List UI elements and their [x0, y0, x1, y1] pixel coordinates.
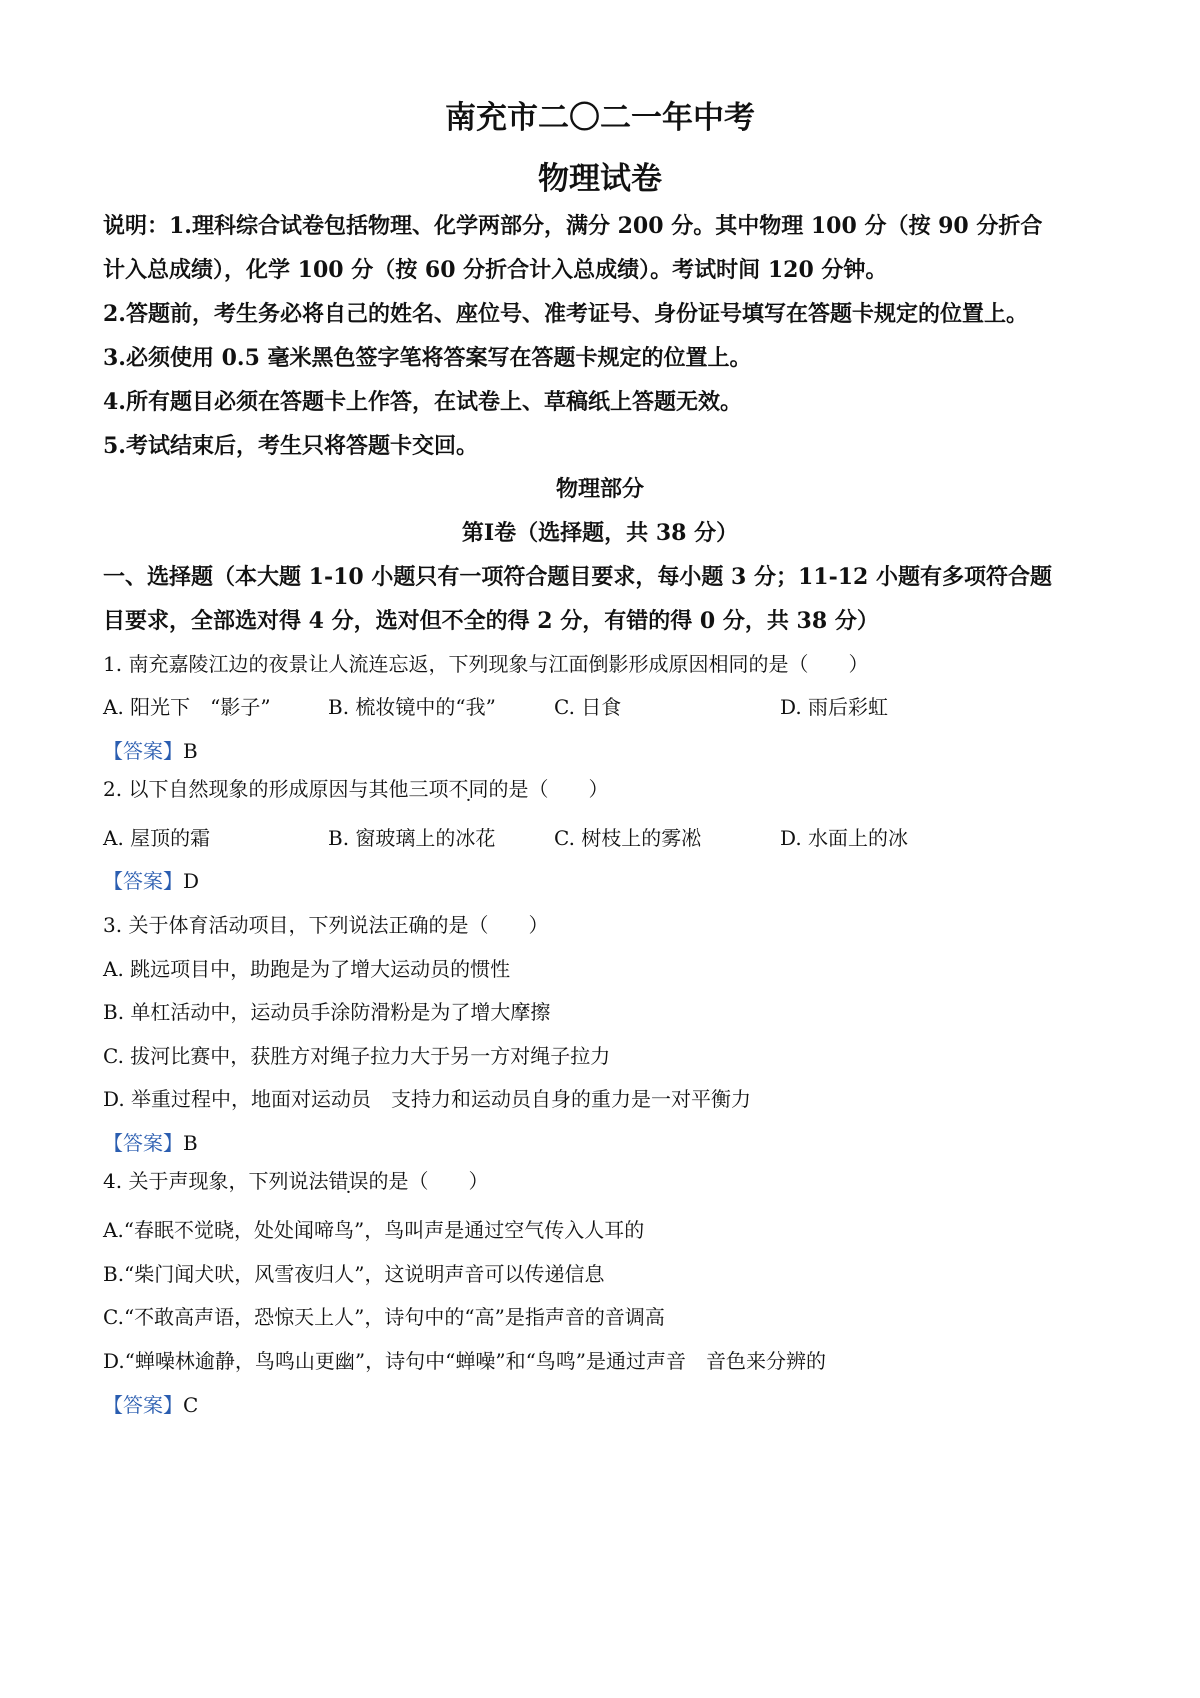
answer-value: B: [183, 739, 198, 763]
options-row: [103, 691, 1103, 719]
option-a: A.“春眠不觉晓，处处闻啼鸟”，鸟叫声是通过空气传入人耳的: [103, 1218, 645, 1242]
answer-value: D: [183, 869, 200, 893]
part-title: 物理部分: [555, 476, 644, 502]
answer-tag: 【答案】: [103, 1393, 183, 1417]
question-stem: 1. 南充嘉陵江边的夜景让人流连忘返，下列现象与江面倒影形成原因相同的是（ ）: [103, 652, 869, 676]
instruction-line: 4.所有题目必须在答题卡上作答，在试卷上、草稿纸上答题无效。: [103, 389, 742, 415]
option-d: D. 雨后彩虹: [780, 695, 889, 719]
answer-tag: 【答案】: [103, 739, 183, 763]
volume-title: 第Ⅰ卷（选择题，共 38 分）: [461, 520, 739, 546]
answer-value: B: [183, 1131, 198, 1155]
option-a: A. 阳光下 “影子”: [103, 695, 271, 719]
option-b: B. 窗玻璃上的冰花: [328, 826, 496, 850]
section-heading-line: 一、选择题（本大题 1-10 小题只有一项符合题目要求，每小题 3 分；11-12 小题有多项符合题: [103, 564, 1053, 590]
instruction-line: 计入总成绩），化学 100 分（按 60 分折合计入总成绩）。考试时间 120 分钟。: [103, 257, 888, 283]
stem-text: 4. 关于声现象，下列说法: [103, 1169, 329, 1193]
instruction-line: 说明：1.理科综合试卷包括物理、化学两部分，满分 200 分。其中物理 100 分（按 90 分折合: [103, 213, 1043, 239]
section-heading-line: 目要求，全部选对得 4 分，选对但不全的得 2 分，有错的得 0 分，共 38 分）: [103, 608, 879, 634]
option-a: A. 屋顶的霜: [103, 826, 211, 850]
option-d: D. 水面上的冰: [780, 826, 909, 850]
stem-text: 的是（ ）: [368, 1169, 489, 1193]
instruction-line: 3.必须使用 0.5 毫米黑色签字笔将答案写在答题卡规定的位置上。: [103, 345, 752, 371]
exam-subtitle: 物理试卷: [538, 161, 662, 197]
option-d: D.“蝉噪林逾静，鸟鸣山更幽”，诗句中“蝉噪”和“鸟鸣”是通过声音 音色来分辨的: [103, 1349, 827, 1373]
question-stem: [103, 773, 608, 802]
option-d: D. 举重过程中，地面对运动员 支持力和运动员自身的重力是一对平衡力: [103, 1087, 752, 1111]
instruction-line: 2.答题前，考生务必将自己的姓名、座位号、准考证号、身份证号填写在答题卡规定的位置上。: [103, 301, 1028, 327]
question-stem: [103, 1165, 488, 1194]
option-c: C. 拔河比赛中，获胜方对绳子拉力大于另一方对绳子拉力: [103, 1044, 611, 1068]
option-c: C. 树枝上的雾凇: [554, 826, 702, 850]
options-row: [103, 822, 1103, 850]
option-c: C. 日食: [554, 695, 622, 719]
emphasized-text: 错误: [328, 1169, 369, 1193]
option-b: B.“柴门闻犬吠，风雪夜归人”，这说明声音可以传递信息: [103, 1262, 605, 1286]
answer-tag: 【答案】: [103, 1131, 183, 1155]
answer-value: C: [183, 1393, 199, 1417]
answer-line: [103, 1389, 198, 1418]
question-stem: 3. 关于体育活动项目，下列说法正确的是（ ）: [103, 913, 549, 937]
exam-title: 南充市二〇二一年中考: [445, 100, 755, 136]
answer-line: [103, 1127, 198, 1156]
option-b: B. 单杠活动中，运动员手涂防滑粉是为了增大摩擦: [103, 1000, 551, 1024]
stem-text: 2. 以下自然现象的形成原因与其他三项: [103, 777, 449, 801]
answer-line: [103, 735, 198, 764]
answer-line: [103, 865, 199, 894]
emphasized-text: 不同: [448, 777, 489, 801]
answer-tag: 【答案】: [103, 869, 183, 893]
option-a: A. 跳远项目中，助跑是为了增大运动员的惯性: [103, 957, 511, 981]
stem-text: 的是（ ）: [488, 777, 609, 801]
option-b: B. 梳妆镜中的“我”: [328, 695, 496, 719]
instruction-line: 5.考试结束后，考生只将答题卡交回。: [103, 433, 478, 459]
option-c: C.“不敢高声语，恐惊天上人”，诗句中的“高”是指声音的音调高: [103, 1305, 665, 1329]
